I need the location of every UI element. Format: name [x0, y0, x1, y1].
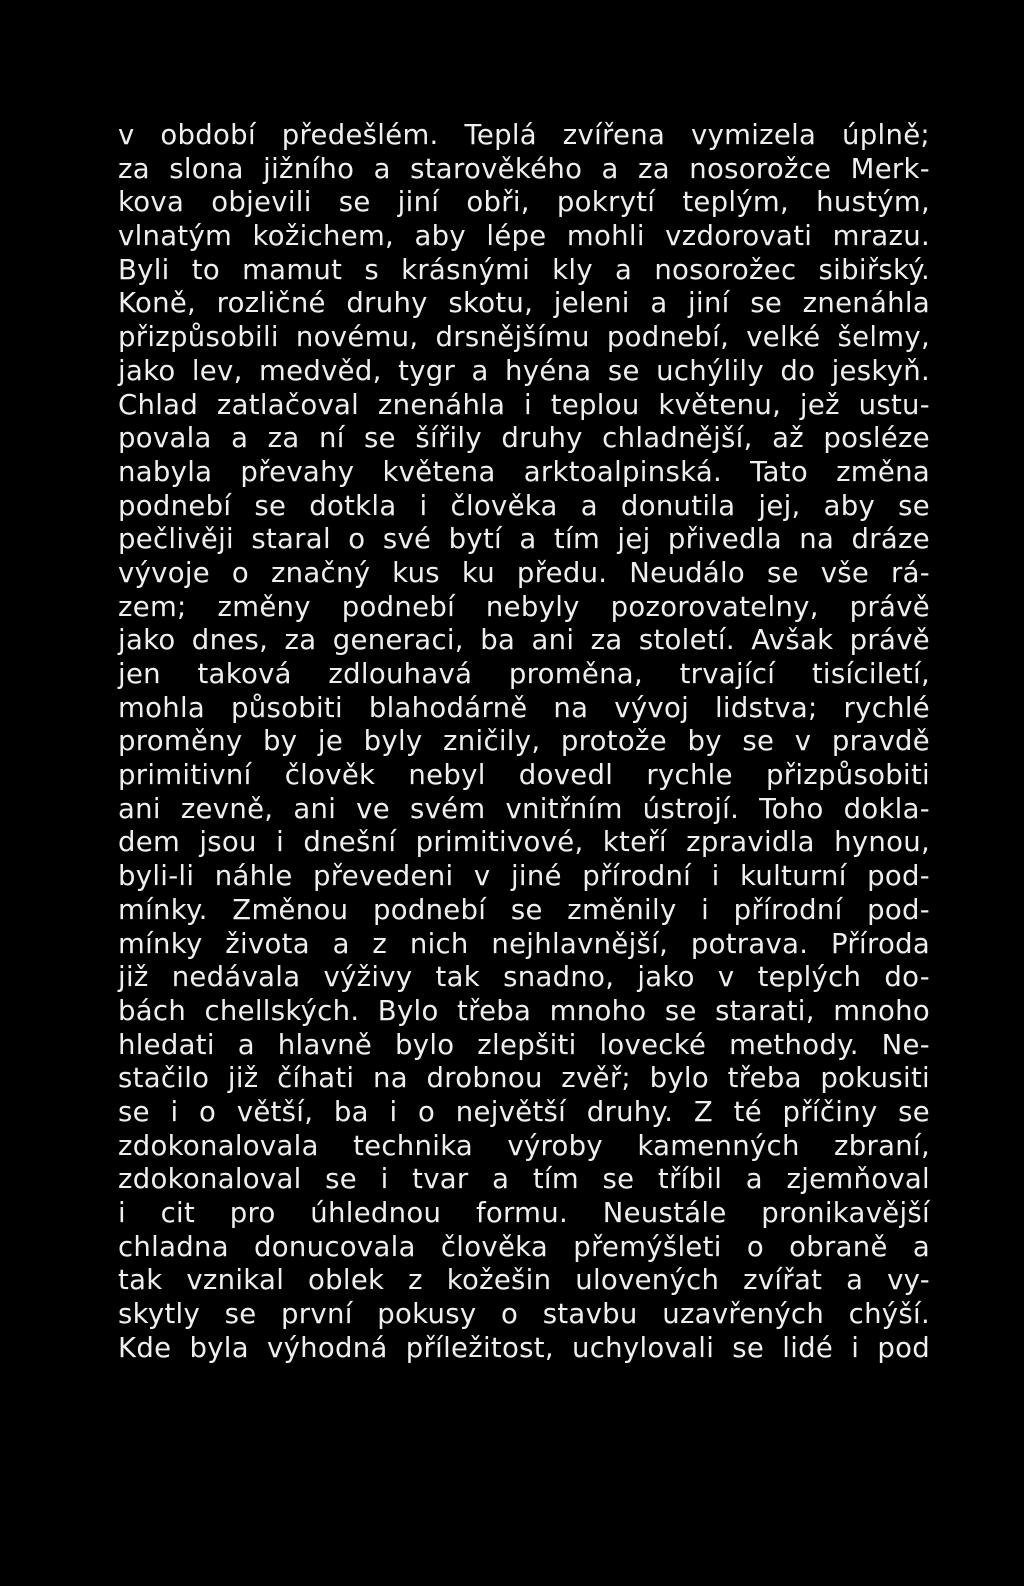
- text-line: povala a za ní se šířily druhy chladnější, až posléze: [118, 422, 930, 455]
- text-line: vlnatým kožichem, aby lépe mohli vzdorovati mrazu.: [118, 220, 930, 253]
- text-line: proměny by je byly zničily, protože by se v pravdě: [118, 725, 930, 758]
- text-line: stačilo již číhati na drobnou zvěř; bylo třeba pokusiti: [118, 1062, 930, 1095]
- text-line: kova objevili se jiní obři, pokrytí teplým, hustým,: [118, 186, 930, 219]
- text-line: bách chellských. Bylo třeba mnoho se starati, mnoho: [118, 994, 930, 1027]
- text-line: mínky. Změnou podnebí se změnily i přírodní pod-: [118, 893, 930, 926]
- text-line: zdokonaloval se i tvar a tím se tříbil a zjemňoval: [118, 1163, 930, 1196]
- text-line: dem jsou i dnešní primitivové, kteří zpravidla hynou,: [118, 826, 930, 859]
- text-line: jako dnes, za generaci, ba ani za století. Avšak právě: [118, 624, 930, 657]
- text-line: Byli to mamut s krásnými kly a nosorožec sibiřský.: [118, 253, 930, 286]
- text-line: skytly se první pokusy o stavbu uzavřených chýší.: [118, 1298, 930, 1331]
- text-line: zdokonalovala technika výroby kamenných zbraní,: [118, 1129, 930, 1162]
- text-line: hledati a hlavně bylo zlepšiti lovecké methody. Ne-: [118, 1028, 930, 1061]
- text-line: mínky života a z nich nejhlavnější, potrava. Příroda: [118, 927, 930, 960]
- text-line: ani zevně, ani ve svém vnitřním ústrojí. Toho dokla-: [118, 792, 930, 825]
- body-text: [118, 119, 930, 1365]
- text-line: vývoje o značný kus ku předu. Neudálo se vše rá-: [118, 556, 930, 589]
- text-line: pečlivěji staral o své bytí a tím jej přivedla na dráze: [118, 523, 930, 556]
- text-line: primitivní člověk nebyl dovedl rychle přizpůsobiti: [118, 759, 930, 792]
- text-line: zem; změny podnebí nebyly pozorovatelny, právě: [118, 590, 930, 623]
- text-line: již nedávala výživy tak snadno, jako v teplých do-: [118, 961, 930, 994]
- text-line: tak vznikal oblek z kožešin ulovených zvířat a vy-: [118, 1264, 930, 1297]
- text-line: byli-li náhle převedeni v jiné přírodní i kulturní pod-: [118, 860, 930, 893]
- text-line: Chlad zatlačoval znenáhla i teplou květenu, jež ustu-: [118, 388, 930, 421]
- text-line: mohla působiti blahodárně na vývoj lidstva; rychlé: [118, 691, 930, 724]
- text-line: v období předešlém. Teplá zvířena vymizela úplně;: [118, 119, 930, 151]
- text-line: podnebí se dotkla i člověka a donutila jej, aby se: [118, 489, 930, 522]
- text-line: za slona jižního a starověkého a za nosorožce Merk-: [118, 152, 930, 185]
- text-line: se i o větší, ba i o největší druhy. Z té příčiny se: [118, 1095, 930, 1128]
- text-line: chladna donucovala člověka přemýšleti o obraně a: [118, 1230, 930, 1263]
- text-line: jako lev, medvěd, tygr a hyéna se uchýlily do jeskyň.: [118, 354, 930, 387]
- text-line: nabyla převahy květena arktoalpinská. Tato změna: [118, 455, 930, 488]
- text-line: Koně, rozličné druhy skotu, jeleni a jiní se znenáhla: [118, 287, 930, 320]
- text-line: Kde byla výhodná příležitost, uchylovali se lidé i pod: [118, 1331, 930, 1364]
- text-line: přizpůsobili novému, drsnějšímu podnebí, velké šelmy,: [118, 321, 930, 354]
- text-line: jen taková zdlouhavá proměna, trvající tisíciletí,: [118, 658, 930, 690]
- text-line: i cit pro úhlednou formu. Neustále pronikavější: [118, 1197, 930, 1229]
